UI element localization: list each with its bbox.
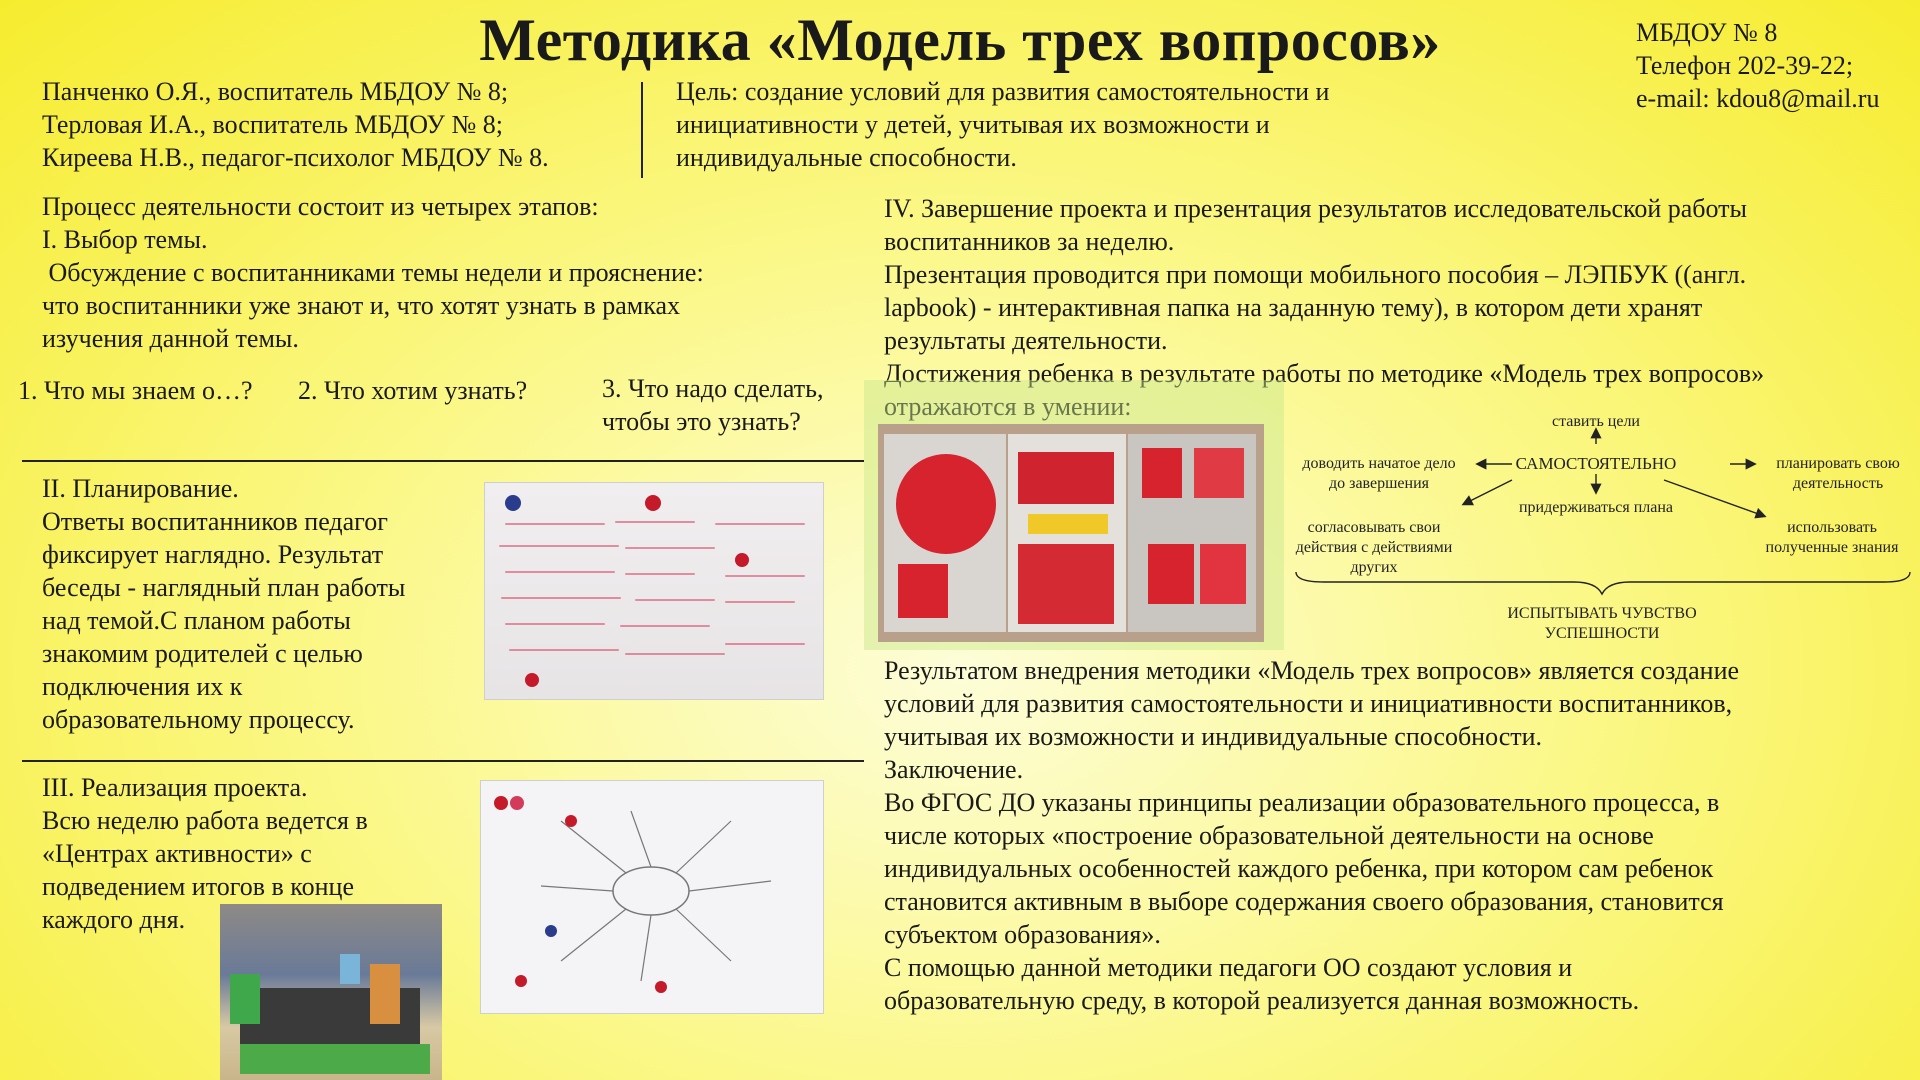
stage-2-line: образовательному процессу. <box>42 705 355 734</box>
stage-2-line: над темой.С планом работы <box>42 606 351 635</box>
goal-line: индивидуальные способности. <box>676 143 1017 172</box>
goal <box>676 75 1436 174</box>
conclusion-line: индивидуальных особенностей каждого ребенка, при котором сам ребенок <box>884 854 1714 883</box>
mindmap-drawing <box>481 781 823 1013</box>
page-title: Методика «Модель трех вопросов» <box>479 7 1441 73</box>
diagram-bottom: придерживаться плана <box>1518 499 1674 516</box>
stage-3-line: подведением итогов в конце <box>42 872 354 901</box>
stage-2-line: знакомим родителей с целью <box>42 639 363 668</box>
conclusion-line: субъектом образования». <box>884 920 1161 949</box>
divider-2 <box>22 760 864 762</box>
org-name: МБДОУ № 8 <box>1636 18 1778 47</box>
conclusion-heading: Заключение. <box>884 755 1024 784</box>
stage-2-line: подключения их к <box>42 672 243 701</box>
lapbook-photo <box>878 424 1264 642</box>
conclusion-line: образовательную среду, в которой реализуется данная возможность. <box>884 986 1640 1015</box>
stage-4-line: IV. Завершение проекта и презентация результатов исследовательской работы <box>884 194 1748 223</box>
diagram-br-line: полученные знания <box>1765 539 1899 556</box>
skills-diagram <box>1284 408 1920 648</box>
email: e-mail: kdou8@mail.ru <box>1636 84 1880 113</box>
stage-4-line: lapbook) - интерактивная папка на заданную тему), в котором дети хранят <box>884 293 1703 322</box>
conclusion-line: С помощью данной методики педагоги ОО создают условия и <box>884 953 1573 982</box>
diagram-left-line: до завершения <box>1328 475 1430 492</box>
conclusion-line: Результатом внедрения методики «Модель трех вопросов» является создание <box>884 656 1740 685</box>
stage-4-line: воспитанников за неделю. <box>884 227 1175 256</box>
diagram-bl-line: согласовывать свои <box>1307 519 1441 536</box>
diagram-left-line: доводить начатое дело <box>1302 455 1456 472</box>
stage-2-heading: II. Планирование. <box>42 474 239 503</box>
diagram-bottom-right <box>1744 518 1920 558</box>
conclusion-line: становится активным в выборе содержания своего образования, становится <box>884 887 1724 916</box>
goal-line: инициативности у детей, учитывая их возможности и <box>676 110 1270 139</box>
stage-1-line: что воспитанники уже знают и, что хотят узнать в рамках <box>42 291 681 320</box>
diagram-br-line: использовать <box>1787 519 1877 536</box>
diagram-bottom-left <box>1284 518 1464 578</box>
header-divider <box>641 82 643 178</box>
stage-3-line: каждого дня. <box>42 905 186 934</box>
question-3 <box>602 372 823 438</box>
stage-4-line: Достижения ребенка в результате работы по методике «Модель трех вопросов» <box>884 359 1765 388</box>
diagram-center: САМОСТОЯТЕЛЬНО <box>1515 454 1677 473</box>
question-3-line: чтобы это узнать? <box>602 407 801 436</box>
mindmap-photo <box>480 780 824 1014</box>
diagram-result-line: ИСПЫТЫВАТЬ ЧУВСТВО <box>1507 605 1697 622</box>
model-photo <box>220 904 442 1080</box>
whiteboard-photo <box>484 482 824 700</box>
stage-1-heading: I. Выбор темы. <box>42 225 208 254</box>
process-intro: Процесс деятельности состоит из четырех этапов: <box>42 192 599 221</box>
question-3-line: 3. Что надо сделать, <box>602 374 824 403</box>
stage-2-line: Ответы воспитанников педагог <box>42 507 388 536</box>
author-2: Терловая И.А., воспитатель МБДОУ № 8; <box>42 110 503 139</box>
conclusion-line: учитывая их возможности и индивидуальные способности. <box>884 722 1543 751</box>
diagram-right <box>1758 454 1918 494</box>
stage-3-line: Всю неделю работа ведется в <box>42 806 368 835</box>
stage-4-line: результаты деятельности. <box>884 326 1168 355</box>
author-3: Киреева Н.В., педагог-психолог МБДОУ № 8. <box>42 143 549 172</box>
authors <box>42 75 549 174</box>
stage-1 <box>42 190 862 355</box>
conclusion-line: Во ФГОС ДО указаны принципы реализации образовательного процесса, в <box>884 788 1720 817</box>
stage-3-heading: III. Реализация проекта. <box>42 773 308 802</box>
diagram-top: ставить цели <box>1551 413 1640 430</box>
diagram-right-line: деятельность <box>1792 475 1884 492</box>
conclusion-line: числе которых «построение образовательной деятельности на основе <box>884 821 1654 850</box>
diagram-left <box>1284 454 1474 494</box>
diagram-bl-line: других <box>1350 559 1398 576</box>
diagram-result-line: УСПЕШНОСТИ <box>1544 625 1660 642</box>
diagram-result <box>1472 604 1732 644</box>
stage-4-line: Презентация проводится при помощи мобильного пособия – ЛЭПБУК ((англ. <box>884 260 1747 289</box>
divider-1 <box>22 460 864 462</box>
question-2: 2. Что хотим узнать? <box>298 376 528 405</box>
question-1: 1. Что мы знаем о…? <box>18 376 253 405</box>
stage-2-line: беседы - наглядный план работы <box>42 573 406 602</box>
stage-1-line: изучения данной темы. <box>42 324 299 353</box>
conclusion-line: условий для развития самостоятельности и инициативности воспитанников, <box>884 689 1733 718</box>
phone: Телефон 202-39-22; <box>1636 51 1854 80</box>
contact-block <box>1636 16 1879 115</box>
stage-1-line: Обсуждение с воспитанниками темы недели и прояснение: <box>42 258 704 287</box>
conclusion <box>884 654 1894 1017</box>
stage-3-line: «Центрах активности» с <box>42 839 312 868</box>
author-1: Панченко О.Я., воспитатель МБДОУ № 8; <box>42 77 509 106</box>
goal-line: Цель: создание условий для развития самостоятельности и <box>676 77 1330 106</box>
stage-2 <box>42 472 482 736</box>
diagram-bl-line: действия с действиями <box>1295 539 1453 556</box>
stage-2-line: фиксирует наглядно. Результат <box>42 540 384 569</box>
stage-4-line: отражаются в умении: <box>884 392 1132 421</box>
diagram-right-line: планировать свою <box>1776 455 1900 472</box>
